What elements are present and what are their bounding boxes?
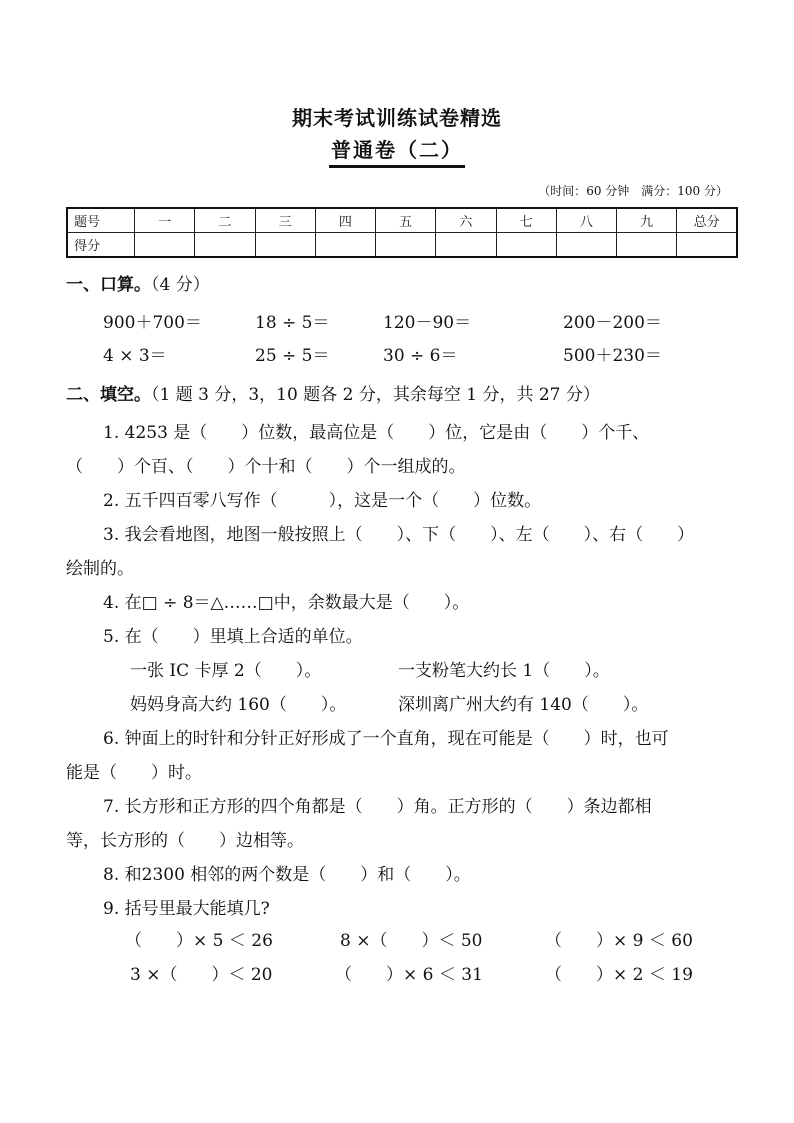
score-table-cell: 五 bbox=[376, 208, 436, 233]
score-table-cell: 六 bbox=[436, 208, 496, 233]
score-table-cell: 九 bbox=[617, 208, 677, 233]
question-line: 6. 钟面上的时针和分针正好形成了一个直角，现在可能是（ ）时，也可 bbox=[103, 729, 669, 749]
exam-info: （时间：60 分钟 满分：100 分） bbox=[538, 184, 728, 198]
question-line: 7. 长方形和正方形的四个角都是（ ）角。正方形的（ ）条边都相 bbox=[103, 797, 652, 817]
question-line: 妈妈身高大约 160（ ）。 bbox=[130, 695, 347, 715]
score-input-cell[interactable] bbox=[556, 233, 616, 258]
score-input-cell[interactable] bbox=[677, 233, 737, 258]
page-subtitle: 普通卷（二） bbox=[329, 134, 465, 168]
section1-points: （4 分） bbox=[151, 275, 210, 295]
score-table-cell: 题号 bbox=[67, 208, 135, 233]
score-table-header-row bbox=[67, 208, 737, 233]
subtitle-wrapper bbox=[0, 134, 794, 168]
score-input-cell[interactable] bbox=[436, 233, 496, 258]
question-line: 等，长方形的（ ）边相等。 bbox=[66, 831, 304, 851]
section1-heading: 一、口算。 bbox=[66, 275, 151, 295]
score-table bbox=[66, 207, 738, 258]
score-table-score-row bbox=[67, 233, 737, 258]
calc-item: 25 ÷ 5＝ bbox=[255, 346, 330, 366]
score-row-label: 得分 bbox=[67, 233, 135, 258]
score-input-cell[interactable] bbox=[315, 233, 375, 258]
score-input-cell[interactable] bbox=[195, 233, 255, 258]
question-line: 9. 括号里最大能填几? bbox=[103, 899, 270, 919]
score-input-cell[interactable] bbox=[496, 233, 556, 258]
score-table-cell: 总分 bbox=[677, 208, 737, 233]
question-line: 一支粉笔大约长 1（ ）。 bbox=[398, 661, 610, 681]
calc-item: 120－90＝ bbox=[383, 313, 472, 333]
section1-heading-line bbox=[66, 270, 210, 295]
section2-points: （1 题 3 分，3，10 题各 2 分，其余每空 1 分，共 27 分） bbox=[151, 385, 600, 405]
calc-item: 18 ÷ 5＝ bbox=[255, 313, 330, 333]
score-table-cell: 三 bbox=[255, 208, 315, 233]
question-line: 绘制的。 bbox=[66, 559, 134, 579]
section2-heading: 二、填空。 bbox=[66, 385, 151, 405]
question-line: （ ）× 2 ＜ 19 bbox=[545, 965, 693, 985]
question-line: 8. 和2300 相邻的两个数是（ ）和（ ）。 bbox=[103, 865, 471, 885]
question-line: 2. 五千四百零八写作（ ），这是一个（ ）位数。 bbox=[103, 491, 542, 511]
score-table-cell: 四 bbox=[315, 208, 375, 233]
question-line: 3 ×（ ）＜ 20 bbox=[130, 965, 273, 985]
score-input-cell[interactable] bbox=[135, 233, 195, 258]
calc-item: 900＋700＝ bbox=[103, 313, 202, 333]
question-line: 一张 IC 卡厚 2（ ）。 bbox=[130, 661, 322, 681]
score-input-cell[interactable] bbox=[617, 233, 677, 258]
score-table-cell: 八 bbox=[556, 208, 616, 233]
question-line: （ ）个百、（ ）个十和（ ）个一组成的。 bbox=[66, 457, 466, 477]
section2-heading-line bbox=[66, 380, 600, 405]
calc-item: 30 ÷ 6＝ bbox=[383, 346, 458, 366]
question-line: 3. 我会看地图，地图一般按照上（ ）、下（ ）、左（ ）、右（ ） bbox=[103, 525, 695, 545]
score-table-cell: 七 bbox=[496, 208, 556, 233]
question-line: 1. 4253 是（ ）位数，最高位是（ ）位，它是由（ ）个千、 bbox=[103, 423, 650, 443]
question-line: （ ）× 9 ＜ 60 bbox=[545, 931, 693, 951]
question-line: 8 ×（ ）＜ 50 bbox=[340, 931, 483, 951]
score-table-cell: 二 bbox=[195, 208, 255, 233]
question-line: 深圳离广州大约有 140（ ）。 bbox=[398, 695, 649, 715]
question-line: 能是（ ）时。 bbox=[66, 763, 202, 783]
calc-item: 500＋230＝ bbox=[563, 346, 662, 366]
calc-item: 4 × 3＝ bbox=[103, 346, 167, 366]
question-line: （ ）× 5 ＜ 26 bbox=[125, 931, 273, 951]
question-line: （ ）× 6 ＜ 31 bbox=[335, 965, 483, 985]
score-table-cell: 一 bbox=[135, 208, 195, 233]
score-input-cell[interactable] bbox=[376, 233, 436, 258]
question-line: 5. 在（ ）里填上合适的单位。 bbox=[103, 627, 363, 647]
score-input-cell[interactable] bbox=[255, 233, 315, 258]
calc-item: 200－200＝ bbox=[563, 313, 662, 333]
page-title: 期末考试训练试卷精选 bbox=[292, 106, 502, 130]
question-line: 4. 在□ ÷ 8＝△……□中，余数最大是（ ）。 bbox=[103, 593, 470, 613]
